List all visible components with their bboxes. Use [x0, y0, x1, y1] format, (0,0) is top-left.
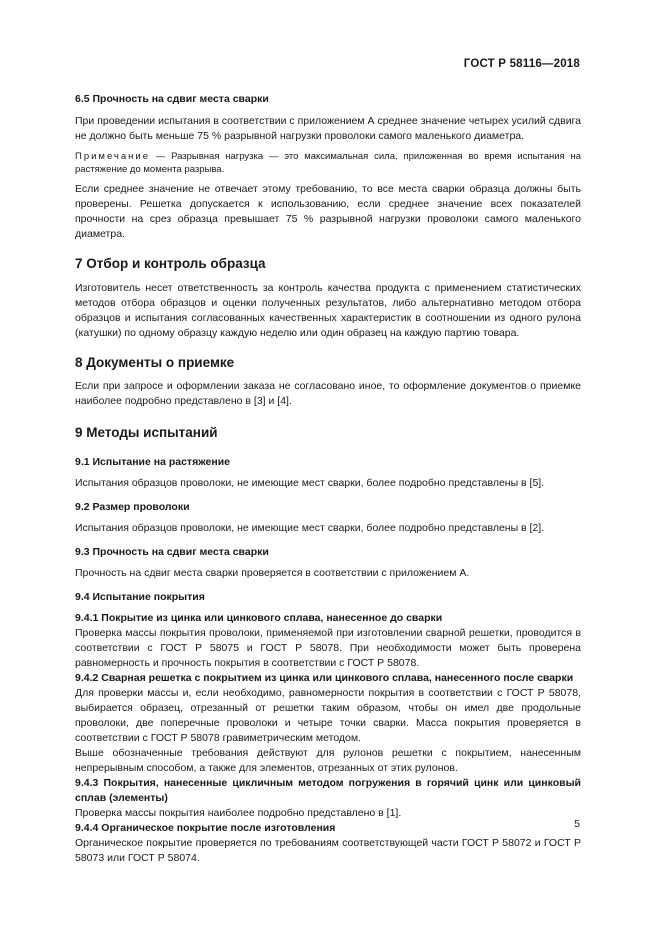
note-text: — Разрывная нагрузка — это максимальная сила, приложенная во время испытания на растяжение до момента разрыва. [75, 151, 581, 175]
section-9-4-4-paragraph: Органическое покрытие проверяется по требованиям соответствующей части ГОСТ Р 58072 и ГОСТ Р 58073 или ГОСТ Р 58074. [75, 837, 581, 864]
section-9-4-title: 9.4 Испытание покрытия [75, 591, 205, 603]
section-6-5-paragraph-2: Если среднее значение не отвечает этому требованию, то все места сварки образца должны быть проверены. Решетка допускается к использованию, если среднее значение всех показателей прочности на срез образца превышает 75 % разрывной нагрузки проволоки самого маленького диаметра. [75, 183, 581, 240]
section-6-5-title: 6.5 Прочность на сдвиг места сварки [75, 93, 269, 105]
section-9-4-2-paragraph-2: Выше обозначенные требования действуют для рулонов решетки с покрытием, нанесенным непрерывным способом, а также для элементов, отрезанных от этих рулонов. [75, 747, 581, 774]
section-8-paragraph: Если при запросе и оформлении заказа не согласовано иное, то оформление документов о приемке наиболее подробно представлено в [3] и [4]. [75, 380, 581, 407]
document-code: ГОСТ Р 58116—2018 [463, 58, 580, 70]
section-9-4-2-title: 9.4.2 Сварная решетка с покрытием из цинка или цинкового сплава, нанесенного после сварки [75, 672, 574, 684]
section-7-title: 7 Отбор и контроль образца [75, 256, 266, 271]
section-9-1-title: 9.1 Испытание на растяжение [75, 456, 230, 468]
section-9-title: 9 Методы испытаний [75, 425, 218, 440]
page-number: 5 [574, 818, 580, 830]
section-7-paragraph: Изготовитель несет ответственность за контроль качества продукта с применением статистических методов отбора образцов и оценки полученных результатов, либо альтернативно методом отбора образцов и испытания согласованных качественных характеристик в соотношении из одного рулона (катушки) по одному образцу каждую неделю или один образец на каждую партию товара. [75, 282, 581, 339]
section-9-4-1-title: 9.4.1 Покрытие из цинка или цинкового сплава, нанесенное до сварки [75, 612, 443, 624]
section-6-5-paragraph-1: При проведении испытания в соответствии с приложением А среднее значение четырех усилий сдвига не должно быть меньше 75 % разрывной нагрузки проволоки самого маленького диаметра. [75, 115, 581, 142]
section-9-3-paragraph: Прочность на сдвиг места сварки проверяется в соответствии с приложением А. [75, 567, 470, 579]
section-9-1-paragraph: Испытания образцов проволоки, не имеющие мест сварки, более подробно представлены в [5]. [75, 477, 545, 489]
section-9-4-3-title: 9.4.3 Покрытия, нанесенные цикличным методом погружения в горячий цинк или цинковый сплав (элементы) [75, 777, 581, 804]
section-9-4-1-paragraph: Проверка массы покрытия проволоки, применяемой при изготовлении сварной решетки, проводится в соответствии с ГОСТ Р 58075 и ГОСТ Р 58078. При необходимости может быть проверена равномерность и прочность покрытия в соответствии с ГОСТ Р 58078. [75, 627, 581, 669]
section-6-5-note [75, 150, 581, 176]
section-8-title: 8 Документы о приемке [75, 355, 235, 370]
page-content [75, 92, 581, 866]
section-9-4-4-title: 9.4.4 Органическое покрытие после изготовления [75, 822, 336, 834]
section-9-2-title: 9.2 Размер проволоки [75, 501, 190, 513]
section-9-3-title: 9.3 Прочность на сдвиг места сварки [75, 546, 269, 558]
section-9-2-paragraph: Испытания образцов проволоки, не имеющие мест сварки, более подробно представлены в [2]. [75, 522, 545, 534]
section-9-4-2-paragraph-1: Для проверки массы и, если необходимо, равномерности покрытия в соответствии с ГОСТ Р 58078, выбирается образец, отрезанный от решетки таким образом, чтобы он имел две продольные проволоки, две поперечные проволоки и четыре точки сварки. Масса покрытия проверяется в соответствии с ГОСТ Р 58078 гравиметрическим методом. [75, 687, 581, 744]
note-label: Примечание [75, 151, 150, 162]
section-9-4-3-paragraph: Проверка массы покрытия наиболее подробно представлено в [1]. [75, 807, 402, 819]
